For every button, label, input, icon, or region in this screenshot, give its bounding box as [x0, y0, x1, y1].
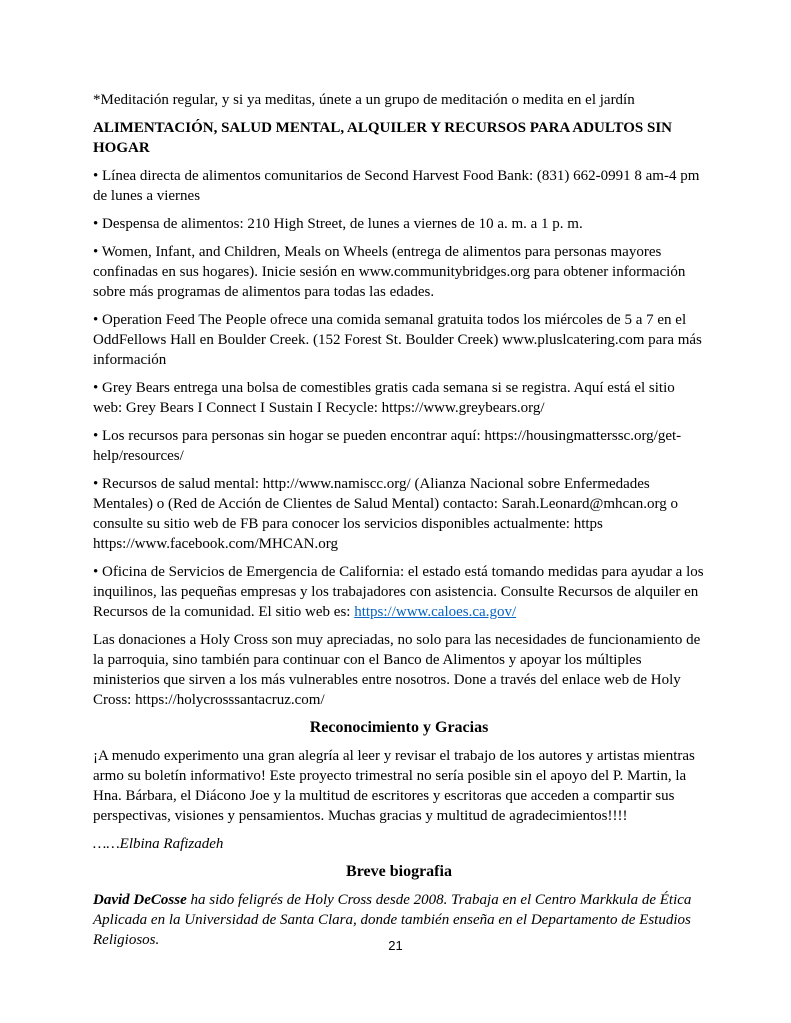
text-run: ¡A menudo experimento una gran alegría al leer y revisar el trabajo de los autores y artistas mientras armo su boletín informativo! Este proyecto trimestral no sería posible sin el apoyo del P. Martin, la Hna. Bárbara, el Diácono Joe y la multitud de escritores y escritoras que acceden a compartir sus perspectivas, visiones y pensamientos. Muchas gracias y multitud de agradecimientos!!!!: [93, 748, 695, 824]
text-run: https://www.facebook.com/MHCAN.org: [93, 536, 338, 552]
bullet-operation-feed-the-people: [93, 310, 705, 370]
heading-bio: [93, 862, 705, 882]
acknowledgment-paragraph: [93, 746, 705, 826]
text-run: • Despensa de alimentos: 210 High Street, de lunes a viernes de 10 a. m. a 1 p. m.: [93, 216, 583, 232]
text-run: ALIMENTACIÓN, SALUD MENTAL, ALQUILER Y RECURSOS PARA ADULTOS SIN HOGAR: [93, 120, 673, 156]
bullet-homeless-resources: [93, 426, 705, 466]
bio-author-name: David DeCosse: [93, 892, 187, 908]
text-run: ……Elbina Rafizadeh: [93, 836, 224, 852]
donations-paragraph: [93, 630, 705, 710]
text-run: • Línea directa de alimentos comunitarios de Second Harvest Food Bank: (831) 662-0991 8 am-4 pm de lunes a viernes: [93, 168, 700, 204]
text-run: • Grey Bears entrega una bolsa de comestibles gratis cada semana si se registra. Aquí está el sitio web: Grey Bears I Connect I Sustain I Recycle: https://www.greybears.org/: [93, 380, 675, 416]
text-run: • Los recursos para personas sin hogar se pueden encontrar aquí: https://housingmatterssc.org/get-help/resources/: [93, 428, 682, 464]
document-content: [93, 90, 705, 958]
text-run: • Oficina de Servicios de Emergencia de California: el estado está tomando medidas para ayudar a los inquilinos, las pequeñas empresas y los trabajadores con asistencia. Consulte Recursos de alquiler en Recursos de la comunidad. El sitio web es:: [93, 564, 704, 620]
author-signature: [93, 834, 705, 854]
caloes-link[interactable]: https://www.caloes.ca.gov/: [354, 604, 517, 620]
intro-meditation-line: [93, 90, 705, 110]
text-run: Las donaciones a Holy Cross son muy apreciadas, no solo para las necesidades de funcionamiento de la parroquia, sino también para continuar con el Banco de Alimentos y apoyar los múltiples ministerios que sirven a los más vulnerables entre nosotros. Done a través del enlace web de Holy Cross: https://holycrosssantacruz.com/: [93, 632, 701, 708]
text-run: *Meditación regular, y si ya meditas, únete a un grupo de meditación o medita en el jardín: [93, 92, 635, 108]
bullet-grey-bears: [93, 378, 705, 418]
bullet-wic-meals-on-wheels: [93, 242, 705, 302]
bullet-mental-health-resources: [93, 474, 705, 554]
bullet-second-harvest-hotline: [93, 166, 705, 206]
text-run: • Women, Infant, and Children, Meals on Wheels (entrega de alimentos para personas mayores confinadas en sus hogares). Inicie sesión en www.communitybridges.org para obtener información sobre más programas de alimentos para todas las edades.: [93, 244, 686, 300]
bullet-food-pantry: [93, 214, 705, 234]
text-run: • Operation Feed The People ofrece una comida semanal gratuita todos los miércoles de 5 a 7 en el OddFellows Hall en Boulder Creek. (152 Forest St. Boulder Creek) www.pluslcatering.com para más información: [93, 312, 702, 368]
heading-acknowledgment: [93, 718, 705, 738]
text-run: Breve biografia: [346, 863, 452, 880]
text-run: ha sido feligrés de Holy Cross desde 2008. Trabaja en el Centro Markkula de Ética Aplicada en la Universidad de Santa Clara, donde también enseña en el Departamento de Estudios Religiosos.: [93, 892, 692, 948]
section-heading-resources: [93, 118, 705, 158]
text-run: • Recursos de salud mental: http://www.namiscc.org/ (Alianza Nacional sobre Enfermedades Mentales) o (Red de Acción de Clientes de Salud Mental) contacto: Sarah.Leonard@mhcan.org o consulte su sitio web de FB para conocer los servicios disponibles actualmente: https: [93, 476, 679, 532]
bullet-cal-oes: [93, 562, 705, 622]
text-run: Reconocimiento y Gracias: [309, 719, 489, 736]
page-number: 21: [388, 938, 403, 953]
